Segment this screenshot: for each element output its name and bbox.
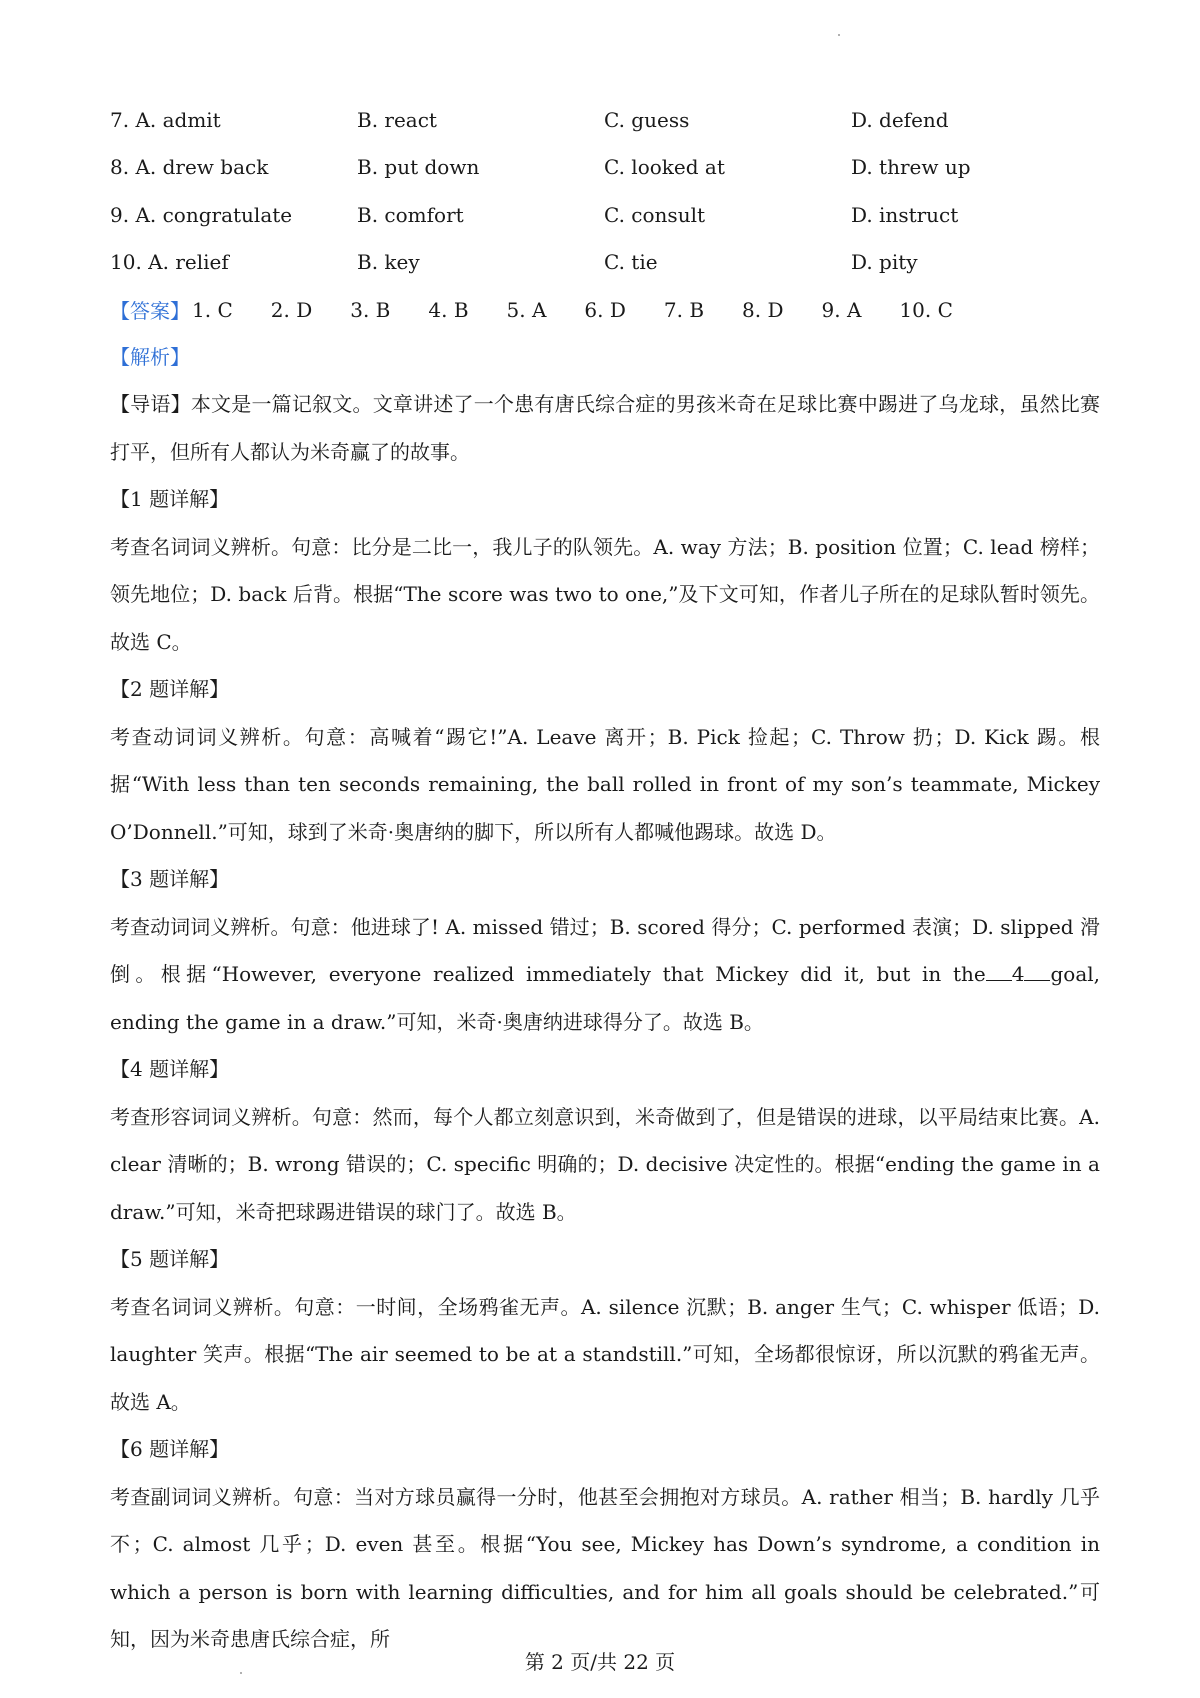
option-d: D. pity — [851, 250, 918, 275]
blank-line — [1024, 962, 1050, 981]
section-body: 考查名词词义辨析。句意：比分是二比一，我儿子的队领先。A. way 方法；B. position 位置；C. lead 榜样；领先地位；D. back 后背。根据“The score was two to one,”及下文可知，作者儿子所在的足球队暂时领先。故选 C。 — [110, 534, 1100, 654]
option-row — [110, 191, 1100, 239]
option-b: B. key — [357, 250, 420, 275]
answer-item: 7. B — [663, 297, 705, 322]
answer-item: 8. D — [742, 297, 784, 322]
answer-item: 1. C — [192, 297, 233, 322]
option-d: D. defend — [851, 107, 949, 132]
option-a: 10. A. relief — [110, 250, 229, 275]
option-a: 9. A. congratulate — [110, 202, 293, 227]
answer-item: 10. C — [899, 297, 953, 322]
blank-line — [986, 962, 1012, 981]
section-body — [110, 904, 1100, 1047]
section-heading: 【1 题详解】 — [110, 487, 230, 511]
option-c: C. tie — [604, 250, 658, 275]
analysis-label: 【解析】 — [110, 344, 190, 369]
option-a: 7. A. admit — [110, 107, 221, 132]
answer-key — [110, 286, 1100, 334]
section-heading: 【5 题详解】 — [110, 1247, 230, 1271]
option-b: B. comfort — [357, 202, 464, 227]
section-heading: 【4 题详解】 — [110, 1057, 230, 1081]
section-heading: 【3 题详解】 — [110, 867, 230, 891]
section-body-part: goal, ending the game in a draw.”可知，米奇·奥唐纳进球得分了。故选 B。 — [110, 962, 1100, 1034]
answer-item: 9. A — [821, 297, 862, 322]
answer-item: 6. D — [584, 297, 626, 322]
option-c: C. looked at — [604, 155, 725, 180]
page-number: 第 2 页/共 22 页 — [524, 1650, 676, 1674]
section-body: 考查形容词词义辨析。句意：然而，每个人都立刻意识到，米奇做到了，但是错误的进球，以平局结束比赛。A. clear 清晰的；B. wrong 错误的；C. specific 明确的；D. decisive 决定性的。根据“ending the game in a draw.”可知，米奇把球踢进错误的球门了。故选 B。 — [110, 1104, 1100, 1224]
answer-item: 5. A — [506, 297, 547, 322]
answer-label: 【答案】 — [110, 299, 190, 324]
option-row — [110, 239, 1100, 287]
section-body: 考查副词词义辨析。句意：当对方球员赢得一分时，他甚至会拥抱对方球员。A. rather 相当；B. hardly 几乎不；C. almost 几乎；D. even 甚至。根据“You see, Mickey has Down’s syndrome, a condition in which a person is born with learning difficulties, and for him all goals should be celebrated.”可知，因为米奇患唐氏综合症，所 — [110, 1484, 1100, 1651]
option-c: C. guess — [604, 107, 690, 132]
answer-item: 3. B — [350, 297, 391, 322]
option-row — [110, 144, 1100, 192]
scan-speck — [838, 34, 840, 36]
option-b: B. put down — [357, 155, 480, 180]
intro-paragraph: 【导语】本文是一篇记叙文。文章讲述了一个患有唐氏综合症的男孩米奇在足球比赛中踢进了乌龙球，虽然比赛打平，但所有人都认为米奇赢了的故事。 — [110, 392, 1100, 464]
option-d: D. instruct — [851, 202, 959, 227]
section-body: 考查名词词义辨析。句意：一时间，全场鸦雀无声。A. silence 沉默；B. anger 生气；C. whisper 低语；D. laughter 笑声。根据“The air seemed to be at a standstill.”可知，全场都很惊讶，所以沉默的鸦雀无声。故选 A。 — [110, 1294, 1100, 1414]
options-block — [110, 96, 1100, 286]
section-heading: 【2 题详解】 — [110, 677, 230, 701]
option-b: B. react — [357, 107, 437, 132]
document-page — [110, 96, 1100, 1664]
option-a: 8. A. drew back — [110, 155, 269, 180]
option-d: D. threw up — [851, 155, 971, 180]
section-body-part: 考查动词词义辨析。句意：他进球了! A. missed 错过；B. scored 得分；C. performed 表演；D. slipped 滑倒。根据“However, everyone realized immediately that Mickey did it, but in the — [110, 914, 1100, 986]
blank-number: 4 — [1011, 962, 1025, 986]
answer-item: 4. B — [428, 297, 469, 322]
option-c: C. consult — [604, 202, 706, 227]
section-body: 考查动词词义辨析。句意：高喊着“踢它!”A. Leave 离开；B. Pick 捡起；C. Throw 扔；D. Kick 踢。根据“With less than ten seconds remaining, the ball rolled in front of my son’s teammate, Mickey O’Donnell.”可知，球到了米奇·奥唐纳的脚下，所以所有人都喊他踢球。故选 D。 — [110, 724, 1100, 844]
answer-item: 2. D — [270, 297, 313, 322]
section-heading: 【6 题详解】 — [110, 1437, 230, 1461]
option-row — [110, 96, 1100, 144]
